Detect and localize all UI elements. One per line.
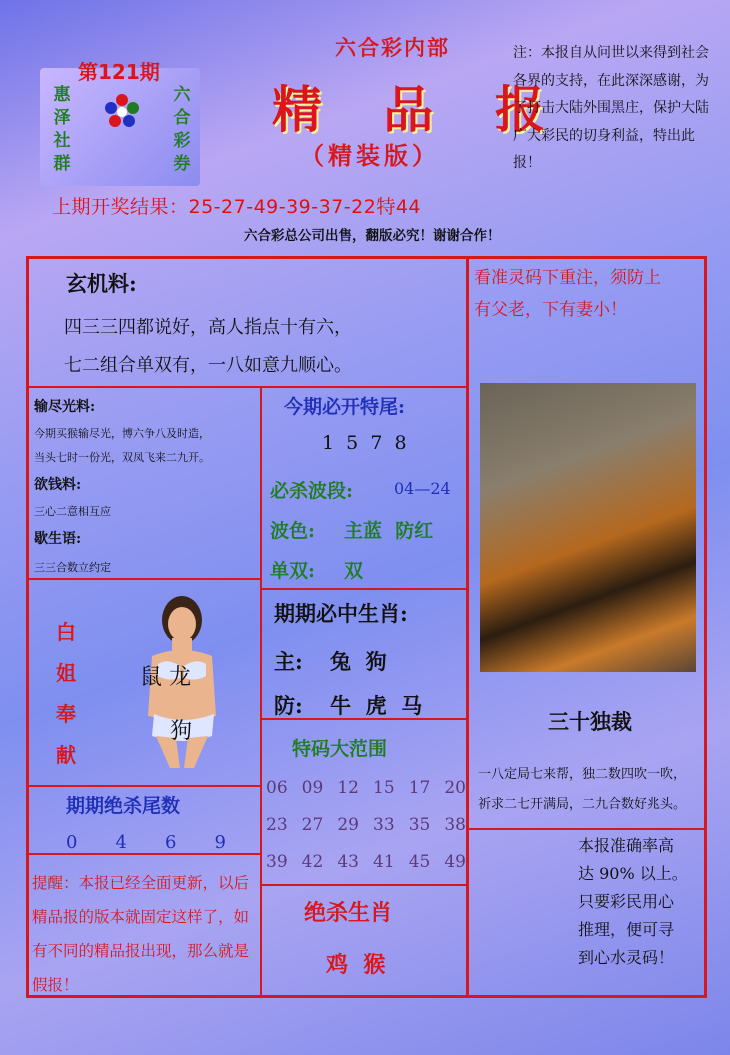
color-label: 波色:	[270, 520, 316, 542]
misc-text-1b: 当头七时一份光，双凤飞来二九开。	[34, 451, 210, 464]
guard-label: 防:	[274, 693, 303, 718]
header-note: 注：本报自从问世以来得到社会各界的支持，在此深深感谢，为了打击大陆外围黑庄，保护大陆广大彩民的切身利益，特出此报！	[513, 45, 709, 171]
copyright-notice: 六合彩总公司出售，翻版必究！谢谢合作！	[244, 228, 501, 244]
tail-kill-number: 0	[66, 832, 78, 853]
range-number: 17	[408, 778, 431, 798]
range-number: 33	[373, 815, 395, 835]
main-label: 主:	[274, 649, 303, 674]
misc-heading-3: 歇生语:	[34, 531, 82, 547]
divider	[26, 785, 262, 787]
misc-heading-2: 欲钱料:	[34, 477, 82, 493]
paper-edition: （精装版）	[300, 141, 440, 170]
tail-kill-number: 9	[214, 832, 226, 853]
range-number: 38	[444, 815, 466, 835]
range-number: 15	[373, 778, 395, 798]
guard-zodiac: 牛 虎 马	[330, 693, 423, 718]
club-char: 泽	[53, 108, 71, 128]
main-zodiac: 兔 狗	[330, 649, 387, 674]
flower-logo-icon	[100, 90, 144, 134]
girl-char: 白	[56, 620, 76, 644]
zodiac-overlay-2: 狗	[170, 719, 193, 744]
accuracy-line: 本报准确率高	[578, 836, 675, 855]
misc-text-3: 三三合数立约定	[34, 561, 111, 574]
lottery-char: 六	[173, 85, 191, 105]
range-number: 06	[266, 778, 288, 798]
range-number: 23	[266, 815, 288, 835]
girl-char: 姐	[56, 661, 76, 685]
oddeven-label: 单双:	[270, 560, 316, 582]
club-char: 社	[53, 131, 71, 151]
club-char: 惠	[53, 85, 71, 105]
mystery-title: 玄机料:	[66, 271, 137, 296]
issue-number: 第121期	[78, 60, 160, 84]
lottery-char: 合	[173, 108, 191, 128]
girl-char: 献	[56, 743, 76, 767]
right-top-line2: 有父老，下有妻小！	[474, 300, 627, 320]
range-number: 49	[444, 852, 466, 872]
range-number: 43	[337, 852, 359, 872]
misc-text-1a: 今期买猴输尽光，博六争八及时造，	[34, 427, 210, 440]
range-number: 39	[266, 852, 288, 872]
range-number: 20	[444, 778, 466, 798]
range-number: 29	[337, 815, 359, 835]
range-number: 35	[408, 815, 431, 835]
color-value: 主蓝 防红	[344, 520, 434, 542]
club-vertical	[52, 84, 72, 176]
last-draw-result: 上期开奖结果：25-27-49-39-37-22特44	[52, 196, 422, 218]
tail-numbers: 1 5 7 8	[322, 432, 407, 454]
accuracy-line: 达 90% 以上。	[578, 864, 688, 883]
tail-kill-title: 期期绝杀尾数	[66, 795, 181, 817]
range-row	[266, 852, 466, 872]
kill-wave-label: 必杀波段:	[270, 480, 354, 502]
club-char: 群	[53, 154, 71, 174]
accuracy-line: 只要彩民用心	[578, 892, 675, 911]
mystery-line2: 七二组合单双有，一八如意九顺心。	[64, 355, 352, 376]
lottery-vertical	[172, 84, 192, 176]
divider	[26, 386, 469, 388]
tail-kill-numbers	[66, 832, 226, 853]
mystery-line1: 四三三四都说好，高人指点十有六，	[64, 317, 352, 338]
kill-wave-value: 04—24	[394, 479, 451, 498]
divider	[26, 853, 262, 855]
kill-zodiac-value: 鸡 猴	[326, 952, 386, 978]
range-row	[266, 778, 466, 798]
right-bottom-title: 三十独裁	[548, 709, 632, 734]
divider	[260, 588, 468, 590]
right-bottom-line2: 祈求二七开满局，二九合数好兆头。	[478, 797, 687, 812]
oddeven-value: 双	[344, 560, 364, 582]
right-bottom-line1: 一八定局七来帮，独二数四吹一吹，	[478, 767, 687, 782]
lottery-char: 彩	[173, 131, 191, 151]
range-number: 42	[301, 852, 324, 872]
range-number: 45	[408, 852, 431, 872]
zodiac-overlay-1: 鼠 龙	[140, 665, 191, 690]
divider	[466, 828, 707, 830]
paper-title: 精 品 报	[272, 80, 567, 139]
range-number: 27	[301, 815, 324, 835]
accuracy-line: 到心水灵码！	[578, 948, 675, 967]
lottery-char: 券	[173, 154, 191, 174]
tail-kill-number: 6	[165, 832, 177, 853]
divider	[260, 386, 262, 998]
tail-title: 今期必开特尾:	[284, 396, 406, 418]
misc-text-2: 三心二意相互应	[34, 505, 111, 518]
range-grid	[266, 778, 466, 889]
accuracy-line: 推理，便可寻	[578, 920, 675, 939]
right-top-line1: 看准灵码下重注，须防上	[474, 268, 661, 288]
paper-subtitle: 六合彩内部	[335, 35, 450, 60]
accuracy-text	[578, 832, 688, 972]
range-title: 特码大范围	[292, 738, 388, 760]
girl-vertical-text	[56, 612, 76, 776]
tiger-photo	[480, 383, 696, 672]
misc-heading-1: 输尽光料:	[34, 399, 96, 415]
right-top-text	[474, 262, 661, 326]
range-number: 09	[301, 778, 324, 798]
girl-char: 奉	[56, 702, 76, 726]
zodiac-title: 期期必中生肖:	[274, 601, 408, 626]
range-row	[266, 815, 466, 835]
tail-kill-number: 4	[115, 832, 127, 853]
range-number: 12	[337, 778, 359, 798]
divider	[466, 256, 469, 998]
reminder-text: 提醒：本报已经全面更新，以后精品报的版本就固定这样了，如有不同的精品报出现，那么就是假报！	[32, 874, 250, 994]
right-bottom-text	[478, 760, 686, 820]
kill-zodiac-title: 绝杀生肖	[304, 900, 393, 926]
range-number: 41	[373, 852, 395, 872]
